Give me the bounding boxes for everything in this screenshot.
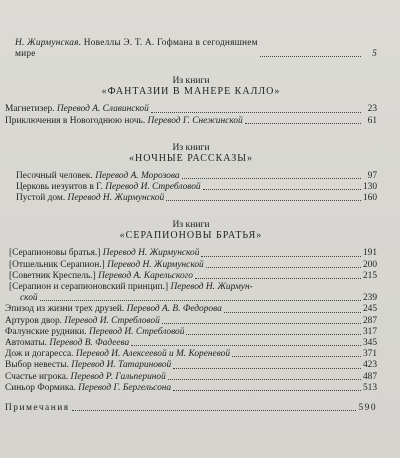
entry-translator: Перевод И. Татариновой [71,360,172,371]
page-number: 371 [362,349,377,360]
toc-entry [5,327,377,338]
intro-title-line1: Новеллы Э. Т. А. Гофмана в сегодняшнем [83,38,258,48]
section-heading-kallo [5,75,377,98]
intro-title-line2: мире [15,49,36,60]
dot-leader [40,300,361,301]
dot-leader [182,178,361,179]
entry-title: Дож и догаресса. [5,349,74,360]
dot-leader [186,334,361,335]
dot-leader [260,56,361,57]
entry-translator: Перевод А. Карельского [98,270,193,281]
intro-entry [5,38,377,60]
page-number: 191 [362,248,377,259]
page-number: 200 [362,259,377,270]
section-entries-serapion [5,248,377,394]
dot-leader [201,256,361,257]
entry-translator: Перевод И. Стребловой [105,182,201,193]
section-heading-serapion [5,219,377,242]
toc-entry [16,171,377,182]
toc-entry [5,104,377,115]
section-title: «НОЧНЫЕ РАССКАЗЫ» [129,152,253,164]
entry-title: Песочный человек. [16,170,93,181]
entry-title: [Серапион и серапионовский принцип.] [9,282,169,293]
entry-title: Артуров двор. [5,315,62,326]
section-from: Из книги [172,75,210,87]
section-title: «ФАНТАЗИИ В МАНЕРЕ КАЛЛО» [101,86,281,98]
section-title: «СЕРАПИОНОВЫ БРАТЬЯ» [119,230,263,242]
page-number: 245 [362,304,377,315]
page-number: 487 [362,371,377,382]
entry-translator: Перевод А. Славинской [56,104,149,115]
section-heading-night-tales [5,142,377,165]
entry-translator: Перевод И. Стребловой [89,326,185,337]
toc-entry [5,349,377,360]
page-number: 345 [362,338,377,349]
entry-translator: Перевод И. Алексеевой и М. Кореневой [75,349,231,360]
notes-entry [5,403,377,414]
entry-translator: Перевод Н. Жирмунской [107,259,204,270]
toc-entry [5,360,377,371]
entry-translator: Перевод Н. Жирмунской [67,193,165,204]
entry-translator: Перевод А. В. Федорова [126,304,222,315]
dot-leader [162,323,361,324]
entry-translator: Перевод Н. Жирмун- [170,282,253,293]
page-number: 215 [362,270,377,281]
toc-entry [5,271,377,282]
dot-leader [168,379,361,380]
entry-translator: Перевод Н. Жирмунской [102,248,200,259]
toc-entry [5,316,377,327]
toc-entry-wrapped [5,282,377,304]
entry-title: Автоматы. [5,338,47,349]
page-number: 287 [362,315,377,326]
section-entries-night-tales [5,171,377,205]
page-number: 5 [372,49,377,60]
toc-entry [5,304,377,315]
dot-leader [173,390,361,391]
entry-title: Церковь иезуитов в Г. [16,182,103,193]
entry-translator: Перевод Р. Гальпериной [70,371,166,382]
dot-leader [72,410,357,411]
page-number: 130 [362,182,377,193]
dot-leader [206,267,361,268]
entry-translator: Перевод Г. Снежинской [147,115,243,126]
toc-entry [5,383,377,394]
page-number: 97 [367,170,377,181]
toc-entry [16,182,377,193]
dot-leader [131,345,361,346]
toc-entry [5,372,377,383]
notes-label: Примечания [5,403,70,414]
toc-entry [16,193,377,204]
toc-entry [5,338,377,349]
page-number: 23 [367,104,377,115]
entry-translator: Перевод А. Морозова [95,170,180,181]
entry-translator: Перевод В. Фадеева [49,338,130,349]
dot-leader [224,312,361,313]
page-number: 317 [362,326,377,337]
entry-title: Счастье игрока. [5,371,69,382]
entry-title: [Советник Креспель.] [9,270,96,281]
section-from: Из книги [172,219,210,231]
page-number: 513 [362,382,377,393]
dot-leader [166,200,361,201]
toc-entry [5,116,377,127]
page-number: 239 [362,293,377,304]
entry-title: Выбор невесты. [5,360,69,371]
entry-title: [Серапионовы братья.] [9,248,101,259]
page-number: 160 [362,193,377,204]
entry-title: Фалунские рудники. [5,326,87,337]
entry-title: [Отшельник Серапион.] [9,259,105,270]
table-of-contents [5,38,377,414]
entry-translator: Перевод И. Стребловой [64,315,160,326]
page-number: 590 [358,403,377,414]
section-entries-kallo [5,104,377,126]
page-number: 423 [362,360,377,371]
entry-title: Эпизод из жизни трех друзей. [5,304,125,315]
entry-title: Синьор Формика. [5,382,76,393]
toc-entry [5,248,377,259]
entry-title: Пустой дом. [16,193,66,204]
section-from: Из книги [172,141,210,153]
dot-leader [232,356,361,357]
page-number: 61 [367,115,377,126]
dot-leader [245,123,361,124]
intro-text [15,38,258,60]
dot-leader [203,189,361,190]
entry-title: Магнетизер. [5,104,55,115]
toc-entry [5,260,377,271]
dot-leader [173,368,361,369]
dot-leader [151,112,361,113]
dot-leader [195,278,361,279]
entry-title: Приключения в Новогоднюю ночь. [5,115,146,126]
entry-translator: Перевод Г. Бергельсона [78,382,172,393]
entry-translator-cont: ской [20,293,38,304]
intro-author: Н. Жирмунская. [15,38,82,48]
